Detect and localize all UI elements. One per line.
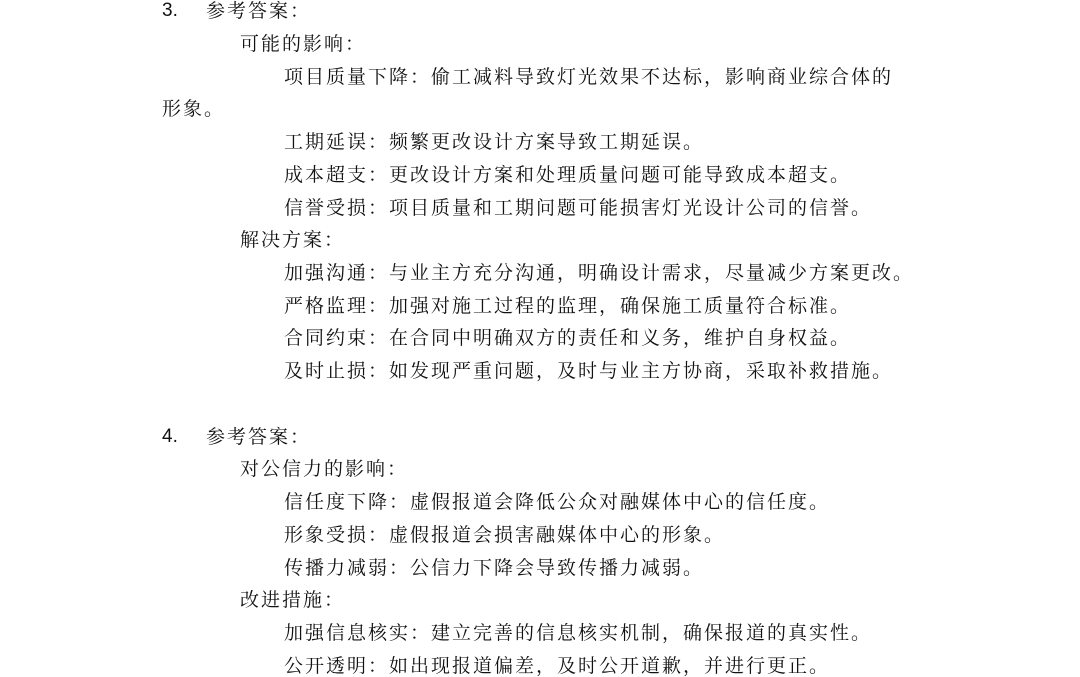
- section-3-impact-item: 信誉受损：项目质量和工期问题可能损害灯光设计公司的信誉。: [284, 197, 873, 219]
- section-4-impact-item: 信任度下降：虚假报道会降低公众对融媒体中心的信任度。: [284, 491, 831, 513]
- section-4-measure-item: 加强信息核实：建立完善的信息核实机制，确保报道的真实性。: [284, 622, 873, 644]
- section-3-solution-item: 严格监理：加强对施工过程的监理，确保施工质量符合标准。: [284, 295, 852, 317]
- section-4-impacts-title: 对公信力的影响：: [240, 458, 409, 480]
- section-3-number: 3.: [162, 0, 178, 21]
- section-3-impacts-title: 可能的影响：: [240, 33, 367, 55]
- section-4-number: 4.: [162, 426, 178, 447]
- section-3-impact-item-continued: 形象。: [162, 98, 226, 120]
- section-4-heading: 参考答案：: [206, 426, 312, 448]
- section-3-solution-item: 及时止损：如发现严重问题，及时与业主方协商，采取补救措施。: [284, 360, 894, 382]
- section-3-heading: 参考答案：: [206, 0, 312, 22]
- section-3-impact-item: 工期延误：频繁更改设计方案导致工期延误。: [284, 131, 705, 153]
- section-4-measures-title: 改进措施：: [240, 589, 346, 611]
- section-4-impact-item: 传播力减弱：公信力下降会导致传播力减弱。: [284, 557, 705, 579]
- section-3-solution-item: 合同约束：在合同中明确双方的责任和义务，维护自身权益。: [284, 327, 852, 349]
- section-3-impact-item: 项目质量下降：偷工减料导致灯光效果不达标，影响商业综合体的: [284, 66, 894, 88]
- section-4-impact-item: 形象受损：虚假报道会损害融媒体中心的形象。: [284, 524, 726, 546]
- section-3-impact-item: 成本超支：更改设计方案和处理质量问题可能导致成本超支。: [284, 164, 852, 186]
- section-3-solution-item: 加强沟通：与业主方充分沟通，明确设计需求，尽量减少方案更改。: [284, 262, 915, 284]
- section-4-measure-item: 公开透明：如出现报道偏差，及时公开道歉，并进行更正。: [284, 655, 831, 677]
- section-3-solutions-title: 解决方案：: [240, 229, 346, 251]
